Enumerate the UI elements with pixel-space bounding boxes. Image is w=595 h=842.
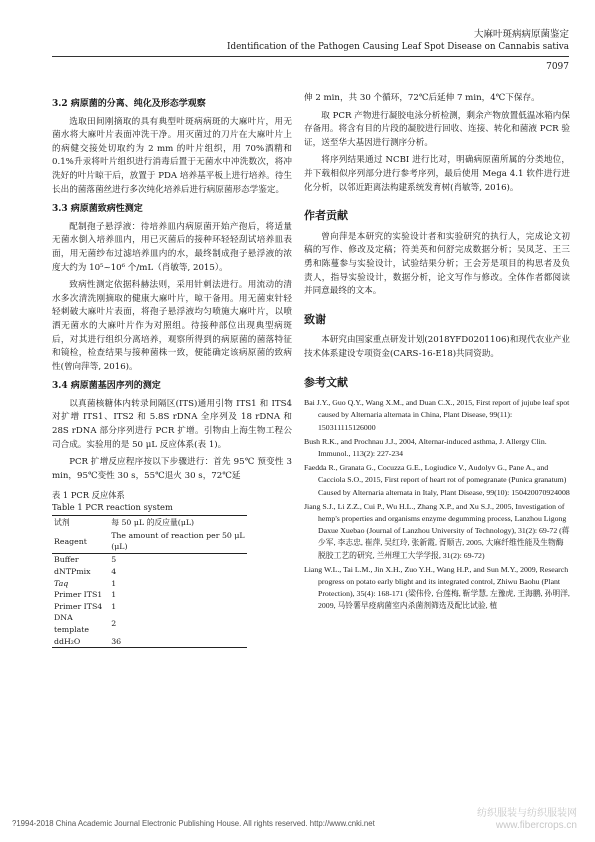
watermark-line-1: 纺织服装与纺织服装网 bbox=[477, 808, 577, 819]
electrophoresis-paragraph: 取 PCR 产物进行凝胶电泳分析检测，剩余产物放置低温冰箱内保存备用。将含有目的片段的凝胶进行回收、连接、转化和菌液 PCR 验证，送至华大基因进行测序分析。 bbox=[304, 110, 570, 148]
table-row bbox=[52, 554, 247, 566]
reference-item: Faedda R., Granata G., Cocuzza G.E., Logiudice V., Audolyv G., Pane A., and Cacciola S.O., 2015, First report of heart rot of pomegranate (Punica granatum) Caused by Alternaria alternata in Italy, Plant Disease, 99(10): 150420070924008 bbox=[304, 463, 570, 497]
table-row bbox=[52, 589, 247, 601]
section-3-3-paragraph-1: 配制孢子悬浮液：待培养皿内病原菌开始产孢后，将适量无菌水倒入培养皿内，用已灭菌后的接种环轻轻刮试培养皿表面，用无菌纱布过滤培养皿内的水，最终制成孢子悬浮液的浓度大约为 10⁵~10⁶ 个/mL（肖敏等, 2015）。 bbox=[52, 221, 292, 273]
table-cell-reagent: dNTPmix bbox=[54, 567, 91, 577]
table-cell-amount: 5 bbox=[111, 555, 117, 565]
author-contributions-paragraph: 曾向萍是本研究的实验设计者和实验研究的执行人，完成论文初稿的写作、修改及定稿；符美英和何舒完成数据分析；吴凤芝、王三勇和陈蔓参与实验设计，试验结果分析；王会芳是项目的构思者及负责人，指导实验设计，数据分析，论文写作与修改。全体作者都阅读并同意最终的文本。 bbox=[304, 231, 570, 297]
table-row bbox=[52, 612, 247, 635]
table-head-cn-reagent: 试剂 bbox=[52, 516, 109, 530]
table-cell-amount: 1 bbox=[111, 601, 117, 611]
references-heading: 参考文献 bbox=[304, 375, 348, 389]
table-caption-en: Table 1 PCR reaction system bbox=[52, 502, 173, 513]
right-column bbox=[304, 92, 570, 615]
table-cell-amount: 36 bbox=[109, 636, 247, 648]
table-row bbox=[52, 601, 247, 613]
copyright-footer: ?1994-2018 China Academic Journal Electronic Publishing House. All rights reserved. http://www.cnki.net bbox=[12, 819, 375, 828]
header-title-en: Identification of the Pathogen Causing Leaf Spot Disease on Cannabis sativa bbox=[226, 42, 569, 52]
table-cell-reagent: Buffer bbox=[54, 555, 79, 565]
table-cell-reagent: Taq bbox=[54, 578, 69, 588]
reference-item: Bai J.Y., Guo Q.Y., Wang X.M., and Duan C.X., 2015, First report of jujube leaf spot caused by Alternaria alternata in China, Plant Disease, 99(11): 150311115126000 bbox=[304, 398, 570, 432]
page-number-visible: 7097 bbox=[546, 62, 569, 72]
left-column bbox=[52, 92, 292, 648]
table-cell-amount: 4 bbox=[111, 567, 117, 577]
table-head-en-reagent: Reagent bbox=[52, 529, 109, 554]
watermark-line-2: www.fibercrops.cn bbox=[495, 820, 577, 831]
section-3-4-paragraph-2: PCR 扩增反应程序按以下步骤进行：首先 95℃ 预变性 3 min，95℃变性 30 s，55℃退火 30 s，72℃延 bbox=[52, 457, 292, 481]
table-cell-amount: 1 bbox=[111, 590, 117, 600]
table-caption-cn: 表 1 PCR 反应体系 bbox=[52, 490, 125, 501]
site-watermark bbox=[477, 808, 577, 832]
table-cell-reagent: ddH₂O bbox=[52, 636, 109, 648]
section-3-4-paragraph-1: 以真菌核糖体内转录间隔区(ITS)通用引物 ITS1 和 ITS4 对扩增 ITS1、ITS2 和 5.8S rDNA 全序列及 18 rDNA 和 28S rDNA 部分序列进行 PCR 扩增。引物由上海生物工程公司合成。实验用的是 50 μL 反应体系(表 1)。 bbox=[52, 398, 292, 450]
table-row bbox=[52, 578, 247, 590]
pcr-program-continuation: 伸 2 min，共 30 个循环，72℃后延伸 7 min，4℃下保存。 bbox=[304, 93, 540, 103]
table-cell-amount: 1 bbox=[111, 578, 117, 588]
running-header bbox=[227, 28, 569, 54]
table-cell-reagent: Primer ITS4 bbox=[54, 601, 103, 611]
header-rule bbox=[52, 56, 569, 57]
table-head-en-amount: The amount of reaction per 50 μL (μL) bbox=[109, 529, 247, 554]
table-row bbox=[52, 566, 247, 578]
reference-item: Bush R.K., and Prochnau J.J., 2004, Alternar-induced asthma, J. Allergy Clin. Immunol., 113(2): 227-234 bbox=[304, 436, 547, 458]
table-cell-reagent: DNA template bbox=[54, 613, 90, 634]
reference-item: Jiang S.J., Li Z.Z., Cui P., Wu H.L., Zhang X.P., and Xu S.J., 2005, Investigation of hemp's properties and organisms enzyme degumming process, Lanzhou Ligong Daxue Xuebao (Journal of Lanzhou University of Technology), 31(2): 69-72 (蒋少军, 李志忠, 崔萍, 吴红玲, 张新霞, 胥顺吉, 2005, 大麻纤维性能及生物酶脱胶工艺的研究, 兰州理工大学学报, 31(2): 69-72) bbox=[304, 501, 570, 560]
table-row bbox=[52, 636, 247, 648]
table-1-caption bbox=[52, 489, 292, 513]
acknowledgements-heading: 致谢 bbox=[304, 312, 326, 326]
table-cell-amount: 2 bbox=[111, 619, 117, 629]
section-3-3-heading: 3.3 病原菌致病性测定 bbox=[52, 204, 143, 215]
section-3-2-paragraph: 选取田间刚摘取的具有典型叶斑病病斑的大麻叶片，用无菌水将大麻叶片表面冲洗干净。用灭菌过的刀片在大麻叶片上的病健交接处切取约为 2 mm 的叶片组织，用 70%酒精和 0.1%升汞将叶片组织进行消毒后置于无菌水中冲洗数次，将冲洗好的叶片晾干后，放置于 PDA 培养基平板上进行培养。待生长出的菌落菌丝进行多次纯化培养后进行病原菌形态学鉴定。 bbox=[52, 116, 292, 195]
author-contributions-heading: 作者贡献 bbox=[304, 209, 348, 223]
section-3-3-paragraph-2: 致病性测定依据科赫法则，采用针刺法进行。用流动的清水多次清洗刚摘取的健康大麻叶片，晾干备用。用无菌束针轻轻刺破大麻叶片表面，将孢子悬浮液均匀喷施大麻叶片，以喷洒无菌水的大麻叶片作为对照组。待接种部位出现典型病斑后，对其进行组织分离培养，观察所得到的病原菌的菌落特征和镜检，检查结果与接种菌株一致，便能确定该病原菌的致病性(曾向萍等, 2016)。 bbox=[52, 280, 292, 372]
acknowledgements-paragraph: 本研究由国家重点研发计划(2018YFD0201106)和现代农业产业技术体系建设专项资金(CARS-16-E18)共同资助。 bbox=[304, 335, 570, 359]
section-3-4-heading: 3.4 病原菌基因序列的测定 bbox=[52, 381, 161, 392]
table-head-cn-amount: 每 50 μL 的反应量(μL) bbox=[109, 516, 247, 530]
pcr-reaction-table bbox=[52, 515, 247, 648]
sequence-analysis-paragraph: 将序列结果通过 NCBI 进行比对，明确病原菌所属的分类地位，并下载相似序列部分进行参考序列，最后使用 Mega 4.1 软件进行进化分析，以邻近距离法构建系统发育树(肖敏等, 2016)。 bbox=[304, 155, 570, 193]
section-3-2-heading: 3.2 病原菌的分离、纯化及形态学观察 bbox=[52, 99, 206, 109]
reference-item: Liang W.L., Tai L.M., Jin X.H., Zuo Y.H., Wang H.P., and Sun M.Y., 2009, Research progress on potato early blight and its integrated control, Zhiwu Baohu (Plant Protection), 35(4): 168-171 (梁伟伶, 台莲梅, 靳学慧, 左豫虎, 王海鹏, 孙明洋, 2009, 马铃薯早疫病菌室内杀菌剂筛选及配比试验, 植 bbox=[304, 564, 570, 611]
table-cell-reagent: Primer ITS1 bbox=[54, 590, 103, 600]
header-title-cn: 大麻叶斑病病原菌鉴定 bbox=[473, 29, 569, 40]
